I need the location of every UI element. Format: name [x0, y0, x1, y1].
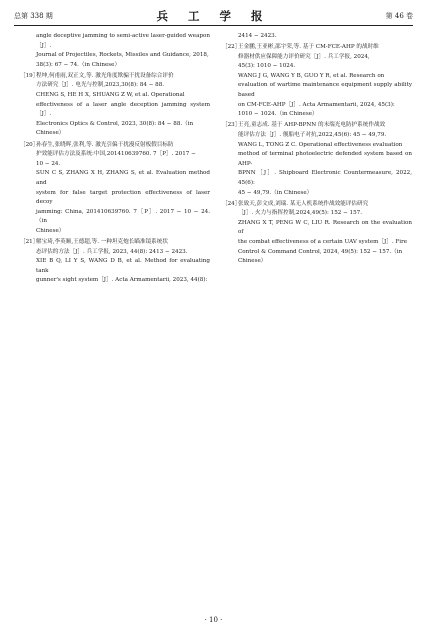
reference-line: method of terminal photoelectric defended system based on AHP- — [238, 151, 412, 167]
reference-line: Control & Command Control, 2024, 49(5): 152 − 157.（in — [238, 248, 403, 255]
reference-entry — [20, 32, 210, 70]
reference-line: the combat effectiveness of a certain UAV system［J］. Fire — [238, 238, 408, 245]
reference-number: ［21］ — [20, 238, 39, 245]
reference-line: 态评估的方法［J］. 兵工学报, 2023, 44(8): 2413 − 2423. — [36, 248, 188, 255]
reference-entry — [222, 121, 412, 198]
reference-entry — [222, 43, 412, 120]
reference-line: XIE B Q, LI Y S, WANG D B, et al. Method for evaluating tank — [36, 258, 210, 274]
reference-line: 能评估方法［J］. 舰船电子对抗,2022,45(6): 45 − 49,79. — [238, 131, 387, 138]
volume-number: 第 46 卷 — [385, 12, 413, 20]
reference-entry — [20, 238, 210, 286]
reference-line: system for false target protection effectiveness of laser decoy — [36, 189, 210, 206]
reference-line: 38(3): 67 − 74.（in Chinese） — [36, 61, 121, 68]
reference-line: gunner's sight system［J］. Acta Armamentarii, 2023, 44(8): — [36, 277, 208, 284]
reference-entry — [222, 200, 412, 267]
reference-number: ［24］ — [222, 200, 241, 207]
journal-title: 兵 工 学 报 — [156, 9, 271, 23]
reference-line: BPNN［J］. Shipboard Electronic Countermeasure, 2022, 45(6): — [238, 170, 412, 186]
reference-line: 45 − 49,79.（in Chinese） — [238, 189, 313, 196]
reference-line: 2414 − 2423. — [238, 33, 277, 39]
reference-line: 孙春生,张晓晖,张利,等. 激光引偏干扰漫反射板假目标防 — [36, 141, 174, 148]
reference-line: 程坤,何甫雨,双正文,等. 激光角度欺骗干扰设备综合评价 — [36, 72, 174, 79]
reference-line: Chinese） — [238, 258, 267, 265]
reference-line: 10 − 24. — [36, 160, 61, 167]
running-header — [14, 8, 413, 24]
header-rule — [14, 25, 413, 26]
reference-line: 解宝琦,李英顺,王德超,等. 一种坦克炮长瞄准镜系统状 — [36, 238, 168, 245]
reference-line: evaluation of wartime maintenance equipment supply ability based — [238, 82, 412, 99]
reference-line: angle deceptive jamming to semi-active laser-guided weapon［J］. — [36, 33, 210, 49]
reference-number: ［20］ — [20, 141, 39, 148]
reference-line: ZHANG X T, PENG W C, LIU R. Research on the evaluation of — [238, 219, 412, 236]
reference-line: 张致天,彭文成,刘瑞. 某无人机系统作战效能评估研究 — [238, 200, 369, 207]
reference-number: ［23］ — [222, 122, 241, 129]
reference-line: effectiveness of a laser angle deception jamming system［J］. — [36, 101, 210, 118]
reference-line: 45(3): 1010 − 1024. — [238, 63, 296, 70]
page-number: · 10 · — [204, 616, 223, 624]
reference-number: ［22］ — [222, 44, 241, 51]
reference-line: ［J］. 火力与指挥控制,2024,49(5): 152 − 157. — [238, 210, 363, 217]
reference-line: WANG J G, WANG Y B, GUO Y R, et al. Research on — [238, 72, 385, 79]
reference-line: WANG L, TONG Z C. Operational effectiveness evaluation — [238, 141, 403, 148]
reference-line: SUN C S, ZHANG X H, ZHANG S, et al. Evaluation method and — [36, 170, 210, 186]
reference-line: 1010 − 1024.（in Chinese） — [238, 111, 318, 118]
reference-column-left — [20, 32, 210, 287]
reference-line: 护效能评估方法及系统:中国,201410639760. 7［P］. 2017 − — [36, 151, 196, 158]
reference-line: Journal of Projectiles, Rockets, Missiles and Guidance, 2018, — [36, 52, 209, 59]
reference-entry — [20, 141, 210, 237]
reference-line: 方法研究［J］. 电光与控制,2023,30(8): 84 − 88. — [36, 82, 165, 89]
reference-line: 王亮,童志成. 基于 AHP-BPNN 的末端光电防护系统作战效 — [238, 122, 386, 129]
reference-number: ［19］ — [20, 72, 39, 79]
reference-column-right — [222, 32, 412, 268]
reference-line: on CM-FCE-AHP［J］. Acta Armamentarii, 2024, 45(3): — [238, 101, 395, 108]
reference-entry — [20, 72, 210, 139]
reference-line: jamming: China, 201410639760. 7［P］. 2017 − 10 − 24.（in — [36, 208, 210, 225]
reference-line: Chinese） — [36, 130, 65, 137]
reference-line: CHENG S, HE H X, SHUANG Z W, et al. Operational — [36, 92, 185, 99]
reference-line: 修器材供应保障能力评价研究［J］. 兵工学报, 2024, — [238, 53, 370, 60]
reference-line: Chinese） — [36, 227, 65, 234]
reference-line: Electronics Optics & Control, 2023, 30(8): 84 − 88.（in — [36, 120, 194, 127]
issue-number: 总第 338 期 — [14, 12, 53, 20]
reference-line: 王金鹏,王亚彬,邵宇荣,等. 基于 CM-FCE-AHP 的战时维 — [238, 44, 379, 51]
reference-entry — [222, 32, 412, 42]
